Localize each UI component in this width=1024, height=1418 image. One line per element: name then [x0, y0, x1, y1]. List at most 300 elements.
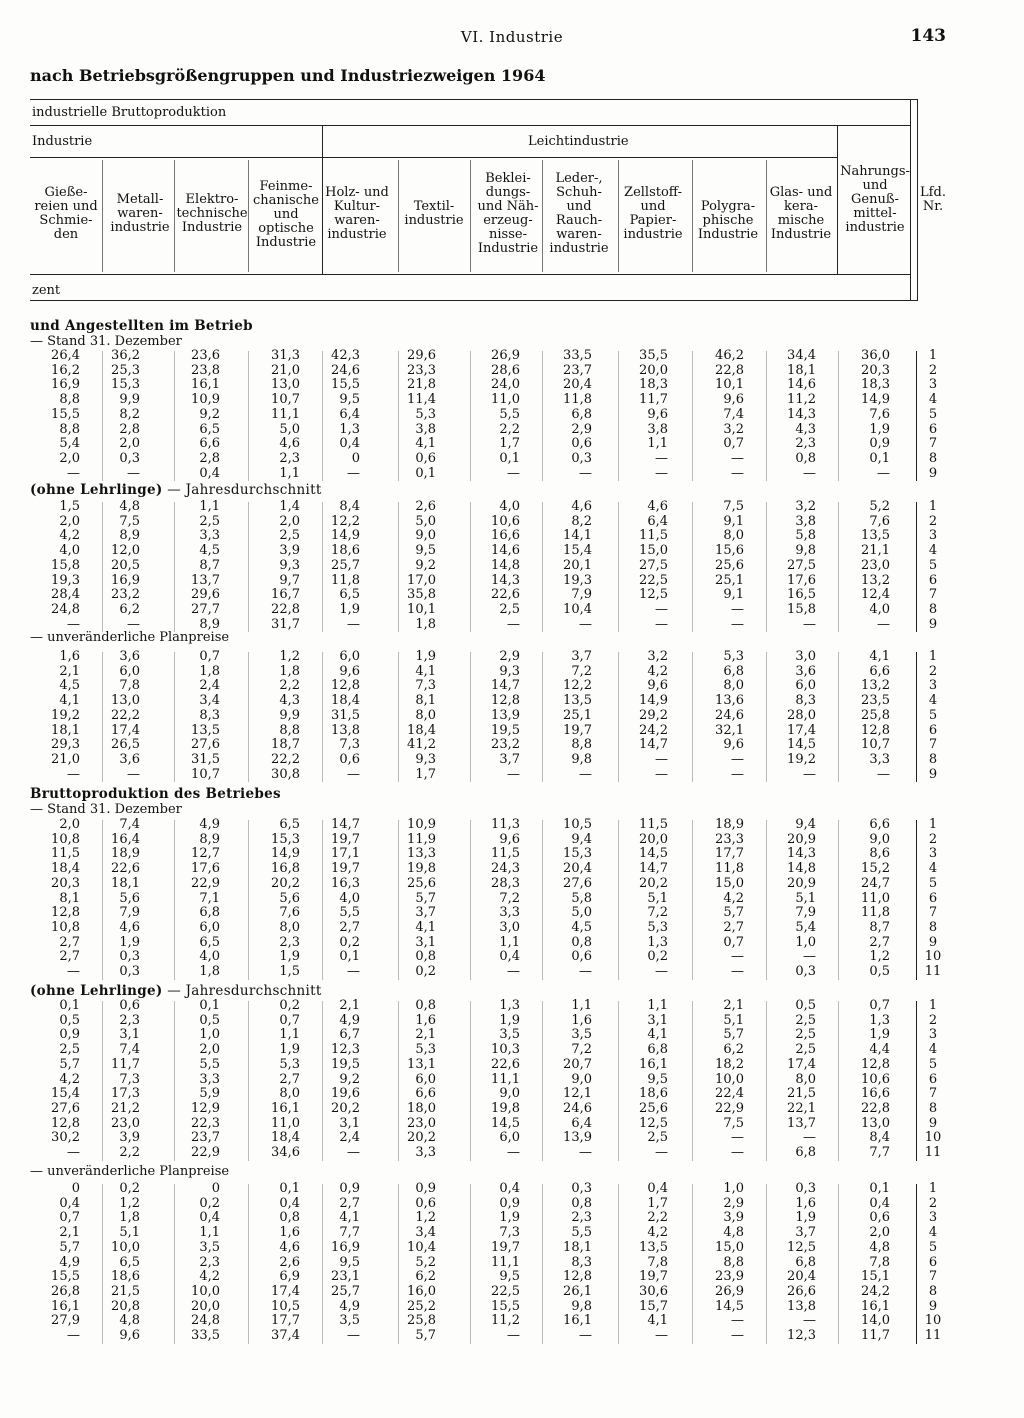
table-cell: 2,7: [339, 919, 360, 935]
table-cell: 18,4: [331, 693, 360, 709]
table-cell: 2,7: [279, 1071, 300, 1087]
table-cell: 1,2: [119, 1195, 140, 1211]
table-cell: 11,5: [51, 846, 80, 862]
table-cell: 9,4: [571, 831, 592, 847]
table-cell: 0,6: [119, 998, 140, 1013]
table-cell: 3,3: [869, 751, 890, 767]
table-cell: 6,7: [339, 1027, 360, 1043]
table-cell: 6,6: [199, 436, 220, 452]
column-header-0: Gieße- reien und Schmie- den: [34, 185, 98, 242]
table-cell: 4,9: [59, 1254, 80, 1270]
table-cell: 7,4: [119, 817, 140, 832]
table-cell: —: [655, 751, 668, 767]
table-cell: 1,5: [279, 964, 300, 979]
table-cell: 19,6: [331, 1086, 360, 1102]
table-cell: —: [579, 1145, 592, 1160]
table-cell: 25,6: [715, 557, 744, 573]
column-separator: [916, 1001, 917, 1161]
table-cell: 23,6: [191, 348, 220, 363]
table-cell: 0,7: [279, 1012, 300, 1028]
table-cell: —: [127, 616, 140, 632]
table-cell: 12,3: [331, 1042, 360, 1058]
table-cell: 12,0: [111, 543, 140, 559]
table-cell: 12,9: [191, 1100, 220, 1116]
table-cell: 1,1: [647, 998, 668, 1013]
table-cell: 0,2: [339, 934, 360, 950]
table-cell: 22,8: [715, 362, 744, 378]
table-cell: 26,9: [715, 1283, 744, 1299]
table-cell: 4,1: [415, 663, 436, 679]
table-cell: 14,7: [639, 861, 668, 877]
table-cell: 0,2: [415, 964, 436, 979]
table-cell: 7,8: [647, 1254, 668, 1270]
table-cell: 4,1: [339, 1210, 360, 1226]
table-cell: 28,4: [51, 587, 80, 603]
table-cell: 2,1: [59, 1225, 80, 1241]
table-cell: 18,1: [51, 722, 80, 738]
table-cell: 0,2: [119, 1181, 140, 1196]
table-cell: 3,3: [199, 1071, 220, 1087]
table-cell: 19,7: [331, 861, 360, 877]
table-cell: 2,8: [119, 421, 140, 437]
table-cell: 33,5: [191, 1328, 220, 1343]
table-cell: 2,7: [869, 934, 890, 950]
table-cell: 5,6: [119, 890, 140, 906]
row-number: 2: [928, 663, 938, 679]
table-cell: 19,2: [51, 707, 80, 723]
table-cell: 2,3: [571, 1210, 592, 1226]
table-cell: 22,2: [111, 707, 140, 723]
table-cell: 14,9: [639, 693, 668, 709]
column-separator: [916, 351, 917, 481]
table-cell: 31,7: [271, 616, 300, 632]
table-cell: 3,7: [415, 905, 436, 921]
table-cell: 2,0: [59, 450, 80, 466]
running-head: VI. Industrie: [460, 28, 564, 46]
table-cell: 22,9: [715, 1100, 744, 1116]
table-cell: 11,7: [861, 1328, 890, 1343]
table-cell: 4,0: [499, 499, 520, 514]
table-cell: 26,4: [51, 348, 80, 363]
table-cell: 8,8: [59, 392, 80, 408]
table-cell: 27,5: [639, 557, 668, 573]
table-cell: 4,5: [59, 678, 80, 694]
table-cell: 2,7: [59, 934, 80, 950]
section-heading: [30, 983, 322, 999]
table-cell: 0,5: [59, 1012, 80, 1028]
table-cell: 17,1: [331, 846, 360, 862]
table-cell: 1,3: [869, 1012, 890, 1028]
table-cell: 25,7: [331, 557, 360, 573]
table-cell: 0,4: [869, 1195, 890, 1211]
table-cell: 7,6: [279, 905, 300, 921]
table-cell: 11,7: [639, 392, 668, 408]
table-cell: 20,0: [639, 362, 668, 378]
table-cell: 5,7: [59, 1239, 80, 1255]
table-cell: 8,9: [119, 528, 140, 544]
table-cell: 11,2: [787, 392, 816, 408]
column-header-4: Holz- und Kultur- waren- industrie: [325, 185, 389, 242]
table-cell: 24,6: [563, 1100, 592, 1116]
table-cell: 6,8: [647, 1042, 668, 1058]
table-cell: 0,6: [339, 751, 360, 767]
column-separator: [916, 502, 917, 632]
rule-top: [30, 99, 918, 100]
table-cell: 9,2: [339, 1071, 360, 1087]
table-cell: 23,3: [715, 831, 744, 847]
table-cell: 0,5: [795, 998, 816, 1013]
table-cell: 19,7: [491, 1239, 520, 1255]
table-cell: 0,6: [415, 1195, 436, 1211]
table-cell: —: [731, 1313, 744, 1329]
table-cell: 3,4: [415, 1225, 436, 1241]
row-number: 9: [928, 1298, 938, 1314]
table-cell: 42,3: [331, 348, 360, 363]
table-cell: 26,1: [563, 1283, 592, 1299]
table-cell: 0,1: [869, 1181, 890, 1196]
table-cell: 16,0: [407, 1283, 436, 1299]
table-cell: 3,0: [795, 649, 816, 664]
table-cell: 11,2: [491, 1313, 520, 1329]
table-cell: 10,4: [563, 601, 592, 617]
table-cell: 0,9: [499, 1195, 520, 1211]
table-cell: 5,7: [59, 1056, 80, 1072]
table-cell: 20,5: [111, 557, 140, 573]
table-cell: 26,8: [51, 1283, 80, 1299]
table-cell: 2,5: [795, 1012, 816, 1028]
table-cell: 13,5: [861, 528, 890, 544]
table-cell: 3,7: [499, 751, 520, 767]
table-cell: 18,6: [331, 543, 360, 559]
section-subheading: — unveränderliche Planpreise: [30, 630, 230, 645]
table-cell: 13,5: [563, 693, 592, 709]
table-cell: 24,8: [191, 1313, 220, 1329]
table-cell: 16,1: [639, 1056, 668, 1072]
row-number: 2: [928, 362, 938, 378]
table-cell: 15,7: [639, 1298, 668, 1314]
table-cell: 0,2: [199, 1195, 220, 1211]
row-number: 4: [928, 1225, 938, 1241]
table-cell: 24,6: [331, 362, 360, 378]
table-cell: 9,6: [119, 1328, 140, 1343]
table-cell: 3,2: [723, 421, 744, 437]
table-cell: 9,3: [499, 663, 520, 679]
table-cell: 28,0: [787, 707, 816, 723]
table-cell: 3,1: [415, 934, 436, 950]
table-cell: 1,1: [499, 934, 520, 950]
column-header-5: Textil- industrie: [404, 199, 464, 228]
table-cell: 4,0: [869, 601, 890, 617]
table-cell: 22,6: [491, 587, 520, 603]
table-cell: 6,8: [795, 1145, 816, 1160]
header-col-sep: [470, 160, 471, 272]
table-cell: 8,0: [415, 707, 436, 723]
table-cell: 6,8: [571, 406, 592, 422]
row-number: 1: [928, 499, 938, 514]
section-subheading: — Stand 31. Dezember: [30, 334, 182, 349]
table-cell: —: [731, 601, 744, 617]
table-cell: 23,7: [563, 362, 592, 378]
table-cell: 9,1: [723, 587, 744, 603]
table-cell: 0,4: [499, 949, 520, 965]
table-cell: 7,3: [499, 1225, 520, 1241]
table-cell: 12,8: [861, 722, 890, 738]
table-cell: 0,9: [869, 436, 890, 452]
table-cell: 9,4: [795, 817, 816, 832]
table-cell: 9,1: [723, 513, 744, 529]
top-label: industrielle Bruttoproduktion: [32, 105, 227, 120]
table-cell: 15,8: [787, 601, 816, 617]
table-cell: 20,7: [563, 1056, 592, 1072]
table-cell: 10,5: [271, 1298, 300, 1314]
table-cell: 0,4: [499, 1181, 520, 1196]
table-cell: 9,6: [499, 831, 520, 847]
table-cell: 21,5: [111, 1283, 140, 1299]
table-cell: 20,9: [787, 831, 816, 847]
column-header-11: Nahrungs- und Genuß- mittel- industrie: [840, 164, 910, 235]
table-cell: 0,1: [279, 1181, 300, 1196]
table-cell: 9,8: [795, 543, 816, 559]
table-cell: 6,2: [415, 1269, 436, 1285]
table-cell: 8,2: [119, 406, 140, 422]
table-cell: 22,5: [639, 572, 668, 588]
table-cell: 2,3: [119, 1012, 140, 1028]
table-cell: 46,2: [715, 348, 744, 363]
table-cell: 20,9: [787, 875, 816, 891]
rule-2: [30, 125, 910, 126]
table-cell: 23,1: [331, 1269, 360, 1285]
table-cell: 15,0: [715, 1239, 744, 1255]
table-cell: 8,8: [279, 722, 300, 738]
row-number: 3: [928, 846, 938, 862]
table-cell: 5,5: [499, 406, 520, 422]
table-cell: 23,0: [407, 1115, 436, 1131]
table-cell: 21,1: [861, 543, 890, 559]
rule-3: [30, 157, 838, 158]
table-cell: 9,6: [647, 406, 668, 422]
table-cell: 12,2: [563, 678, 592, 694]
table-cell: 25,3: [111, 362, 140, 378]
table-cell: 2,9: [723, 1195, 744, 1211]
table-cell: 3,8: [795, 513, 816, 529]
header-col-sep: [766, 160, 767, 272]
header-col-sep: [248, 160, 249, 272]
table-cell: 9,3: [279, 557, 300, 573]
row-number: 11: [924, 1145, 942, 1160]
table-cell: 24,7: [861, 875, 890, 891]
table-cell: 5,7: [723, 1027, 744, 1043]
table-cell: 7,9: [571, 587, 592, 603]
table-cell: 0,4: [59, 1195, 80, 1211]
row-number: 4: [928, 861, 938, 877]
table-cell: 29,3: [51, 737, 80, 753]
table-cell: 5,8: [571, 890, 592, 906]
table-cell: 1,1: [199, 499, 220, 514]
table-cell: —: [67, 616, 80, 632]
table-cell: 15,3: [111, 377, 140, 393]
table-cell: 14,0: [861, 1313, 890, 1329]
table-cell: 2,3: [279, 934, 300, 950]
table-cell: 5,3: [279, 1056, 300, 1072]
table-cell: 3,3: [199, 528, 220, 544]
table-cell: 3,1: [647, 1012, 668, 1028]
table-cell: 5,5: [339, 905, 360, 921]
table-cell: —: [655, 601, 668, 617]
table-cell: 13,9: [563, 1130, 592, 1146]
table-cell: 5,0: [279, 421, 300, 437]
table-cell: —: [507, 616, 520, 632]
table-cell: 5,5: [571, 1225, 592, 1241]
table-cell: 7,9: [795, 905, 816, 921]
table-cell: 12,3: [787, 1328, 816, 1343]
table-cell: 2,6: [415, 499, 436, 514]
table-cell: 11,3: [491, 817, 520, 832]
table-cell: —: [803, 949, 816, 965]
table-cell: 3,7: [795, 1225, 816, 1241]
column-header-1: Metall- waren- industrie: [110, 192, 170, 235]
table-cell: 12,5: [639, 587, 668, 603]
table-cell: —: [67, 1328, 80, 1343]
table-cell: 6,4: [339, 406, 360, 422]
table-cell: 17,7: [271, 1313, 300, 1329]
table-cell: 0,1: [415, 465, 436, 481]
table-cell: 10,1: [407, 601, 436, 617]
table-cell: 0: [351, 450, 360, 466]
table-cell: 10,9: [191, 392, 220, 408]
table-cell: 15,3: [563, 846, 592, 862]
row-number: 9: [928, 934, 938, 950]
table-cell: —: [347, 964, 360, 979]
table-cell: 28,6: [491, 362, 520, 378]
table-cell: 0,4: [647, 1181, 668, 1196]
table-cell: 6,5: [199, 934, 220, 950]
row-number: 2: [928, 513, 938, 529]
table-cell: —: [731, 949, 744, 965]
table-cell: 20,2: [331, 1100, 360, 1116]
table-cell: —: [731, 1328, 744, 1343]
table-cell: 9,2: [199, 406, 220, 422]
table-cell: 8,4: [339, 499, 360, 514]
table-cell: 7,3: [415, 678, 436, 694]
table-cell: 2,8: [199, 450, 220, 466]
table-cell: 2,0: [279, 513, 300, 529]
table-cell: 1,9: [119, 934, 140, 950]
table-cell: 13,8: [331, 722, 360, 738]
row-number: 5: [928, 707, 938, 723]
row-number: 5: [928, 406, 938, 422]
table-cell: 0: [211, 1181, 220, 1196]
table-cell: —: [655, 1328, 668, 1343]
table-cell: 0,8: [279, 1210, 300, 1226]
table-cell: —: [579, 465, 592, 481]
table-cell: 0,1: [339, 949, 360, 965]
table-cell: —: [803, 465, 816, 481]
table-cell: 0,4: [279, 1195, 300, 1211]
column-header-12: Lfd. Nr.: [920, 185, 946, 214]
table-cell: 22,4: [715, 1086, 744, 1102]
row-number: 4: [928, 1042, 938, 1058]
table-cell: 6,0: [499, 1130, 520, 1146]
header-col-sep: [542, 160, 543, 272]
table-cell: 7,2: [499, 890, 520, 906]
table-cell: 23,7: [191, 1130, 220, 1146]
table-cell: 41,2: [407, 737, 436, 753]
table-cell: 4,5: [199, 543, 220, 559]
table-cell: 7,3: [119, 1071, 140, 1087]
table-cell: 2,5: [199, 513, 220, 529]
table-cell: 14,3: [787, 406, 816, 422]
table-cell: 14,1: [563, 528, 592, 544]
table-cell: 23,8: [191, 362, 220, 378]
table-cell: —: [803, 1313, 816, 1329]
table-cell: 1,8: [199, 663, 220, 679]
table-cell: 4,2: [647, 663, 668, 679]
table-cell: 0,7: [199, 649, 220, 664]
table-cell: 24,2: [861, 1283, 890, 1299]
row-number: 1: [928, 649, 938, 664]
table-cell: —: [67, 964, 80, 979]
table-cell: 4,6: [279, 1239, 300, 1255]
table-cell: 2,7: [723, 919, 744, 935]
table-cell: —: [655, 1145, 668, 1160]
table-cell: 7,5: [119, 513, 140, 529]
table-cell: 1,9: [415, 649, 436, 664]
table-cell: 1,7: [415, 766, 436, 782]
table-cell: 10,6: [861, 1071, 890, 1087]
table-cell: 23,2: [491, 737, 520, 753]
table-cell: 1,6: [415, 1012, 436, 1028]
table-cell: 0,9: [59, 1027, 80, 1043]
table-cell: 19,3: [51, 572, 80, 588]
row-number: 11: [924, 964, 942, 979]
table-cell: 12,4: [861, 587, 890, 603]
table-cell: 0,2: [279, 998, 300, 1013]
table-cell: 4,9: [339, 1012, 360, 1028]
table-cell: 14,5: [715, 1298, 744, 1314]
row-number: 8: [928, 1100, 938, 1116]
table-cell: 3,5: [571, 1027, 592, 1043]
table-cell: 25,8: [407, 1313, 436, 1329]
page-number: 143: [910, 26, 946, 46]
table-cell: 19,5: [491, 722, 520, 738]
table-cell: 1,9: [499, 1210, 520, 1226]
row-number: 8: [928, 601, 938, 617]
table-cell: —: [803, 1130, 816, 1146]
table-cell: 18,7: [271, 737, 300, 753]
table-cell: 4,1: [59, 693, 80, 709]
row-number: 4: [928, 543, 938, 559]
table-cell: —: [579, 616, 592, 632]
table-cell: —: [731, 751, 744, 767]
table-cell: 3,5: [499, 1027, 520, 1043]
table-cell: 0,2: [647, 949, 668, 965]
table-cell: 14,8: [491, 557, 520, 573]
table-cell: 29,6: [407, 348, 436, 363]
table-cell: 7,8: [869, 1254, 890, 1270]
table-cell: 3,5: [339, 1313, 360, 1329]
table-cell: 13,7: [787, 1115, 816, 1131]
table-cell: 2,0: [119, 436, 140, 452]
table-cell: 13,7: [191, 572, 220, 588]
table-cell: 8,7: [869, 919, 890, 935]
table-cell: 11,4: [407, 392, 436, 408]
table-cell: 10,0: [715, 1071, 744, 1087]
table-cell: 2,1: [723, 998, 744, 1013]
table-cell: 0,5: [869, 964, 890, 979]
table-cell: 16,1: [271, 1100, 300, 1116]
table-cell: 16,6: [861, 1086, 890, 1102]
table-cell: 10,7: [861, 737, 890, 753]
